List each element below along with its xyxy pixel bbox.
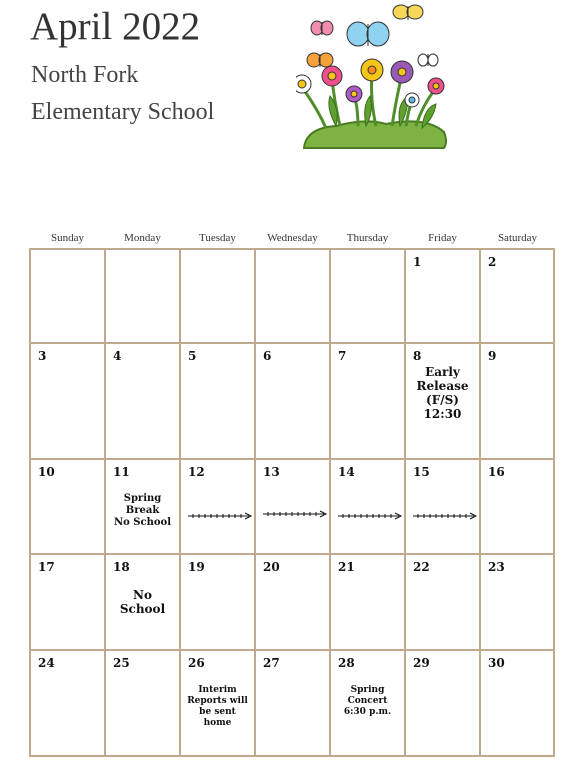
calendar-day-21 bbox=[329, 553, 406, 651]
day-number: 4 bbox=[113, 349, 122, 363]
weekday-tuesday: Tuesday bbox=[199, 232, 236, 244]
calendar-day-3 bbox=[29, 342, 106, 460]
calendar-day-18 bbox=[104, 553, 181, 651]
day-number: 17 bbox=[38, 560, 55, 574]
day-number: 26 bbox=[188, 656, 205, 670]
day-number: 3 bbox=[38, 349, 47, 363]
day-number: 18 bbox=[113, 560, 130, 574]
day-number: 10 bbox=[38, 465, 55, 479]
calendar-day-9 bbox=[479, 342, 555, 460]
calendar-day-4 bbox=[104, 342, 181, 460]
arrow-right-icon bbox=[262, 509, 328, 519]
day-number: 1 bbox=[413, 255, 422, 269]
weekday-wednesday: Wednesday bbox=[267, 232, 318, 244]
event-early-release: Early Release (F/S) 12:30 bbox=[416, 365, 469, 421]
calendar-cell-empty bbox=[29, 248, 106, 344]
day-number: 13 bbox=[263, 465, 280, 479]
day-number: 5 bbox=[188, 349, 197, 363]
weekday-sunday: Sunday bbox=[51, 232, 84, 244]
calendar-day-11 bbox=[104, 458, 181, 555]
weekday-thursday: Thursday bbox=[346, 232, 389, 244]
day-number: 14 bbox=[338, 465, 355, 479]
day-number: 2 bbox=[488, 255, 497, 269]
calendar-day-26 bbox=[179, 649, 256, 757]
day-number: 27 bbox=[263, 656, 280, 670]
event-interim-reports: Interim Reports will be sent home bbox=[187, 685, 248, 728]
day-number: 12 bbox=[188, 465, 205, 479]
day-number: 19 bbox=[188, 560, 205, 574]
calendar-day-23 bbox=[479, 553, 555, 651]
calendar-cell-empty bbox=[329, 248, 406, 344]
calendar-day-16 bbox=[479, 458, 555, 555]
day-number: 22 bbox=[413, 560, 430, 574]
calendar-day-13 bbox=[254, 458, 331, 555]
page-title: April 2022 bbox=[30, 5, 201, 48]
day-number: 23 bbox=[488, 560, 505, 574]
spring-flowers-illustration bbox=[296, 0, 456, 152]
calendar-day-5 bbox=[179, 342, 256, 460]
weekday-friday: Friday bbox=[428, 232, 457, 244]
calendar-day-2 bbox=[479, 248, 555, 344]
calendar-day-27 bbox=[254, 649, 331, 757]
day-number: 15 bbox=[413, 465, 430, 479]
event-spring-concert: Spring Concert 6:30 p.m. bbox=[343, 685, 392, 717]
day-number: 30 bbox=[488, 656, 505, 670]
calendar-day-25 bbox=[104, 649, 181, 757]
calendar-day-24 bbox=[29, 649, 106, 757]
day-number: 9 bbox=[488, 349, 497, 363]
calendar-day-19 bbox=[179, 553, 256, 651]
calendar-day-7 bbox=[329, 342, 406, 460]
day-number: 28 bbox=[338, 656, 355, 670]
calendar-day-8 bbox=[404, 342, 481, 460]
calendar-cell-empty bbox=[254, 248, 331, 344]
arrow-right-icon bbox=[412, 511, 478, 521]
school-name-line1: North Fork bbox=[31, 62, 139, 88]
day-number: 24 bbox=[38, 656, 55, 670]
day-number: 20 bbox=[263, 560, 280, 574]
school-name-line2: Elementary School bbox=[31, 99, 215, 125]
weekday-saturday: Saturday bbox=[497, 232, 538, 244]
calendar-cell-empty bbox=[104, 248, 181, 344]
arrow-right-icon bbox=[337, 511, 403, 521]
calendar-day-6 bbox=[254, 342, 331, 460]
calendar-day-12 bbox=[179, 458, 256, 555]
calendar-day-17 bbox=[29, 553, 106, 651]
day-number: 7 bbox=[338, 349, 347, 363]
calendar-day-15 bbox=[404, 458, 481, 555]
calendar-day-20 bbox=[254, 553, 331, 651]
arrow-right-icon bbox=[187, 511, 253, 521]
calendar-day-28 bbox=[329, 649, 406, 757]
day-number: 8 bbox=[413, 349, 422, 363]
calendar-day-22 bbox=[404, 553, 481, 651]
calendar-day-10 bbox=[29, 458, 106, 555]
day-number: 11 bbox=[113, 465, 130, 479]
calendar-day-14 bbox=[329, 458, 406, 555]
weekday-header-row bbox=[30, 232, 554, 248]
day-number: 21 bbox=[338, 560, 355, 574]
day-number: 25 bbox=[113, 656, 130, 670]
day-number: 6 bbox=[263, 349, 272, 363]
event-no-school: No School bbox=[119, 588, 166, 616]
calendar-day-1 bbox=[404, 248, 481, 344]
day-number: 16 bbox=[488, 465, 505, 479]
calendar-day-29 bbox=[404, 649, 481, 757]
calendar-day-30 bbox=[479, 649, 555, 757]
event-spring-break: Spring Break No School bbox=[113, 493, 171, 528]
weekday-monday: Monday bbox=[124, 232, 161, 244]
calendar-cell-empty bbox=[179, 248, 256, 344]
day-number: 29 bbox=[413, 656, 430, 670]
